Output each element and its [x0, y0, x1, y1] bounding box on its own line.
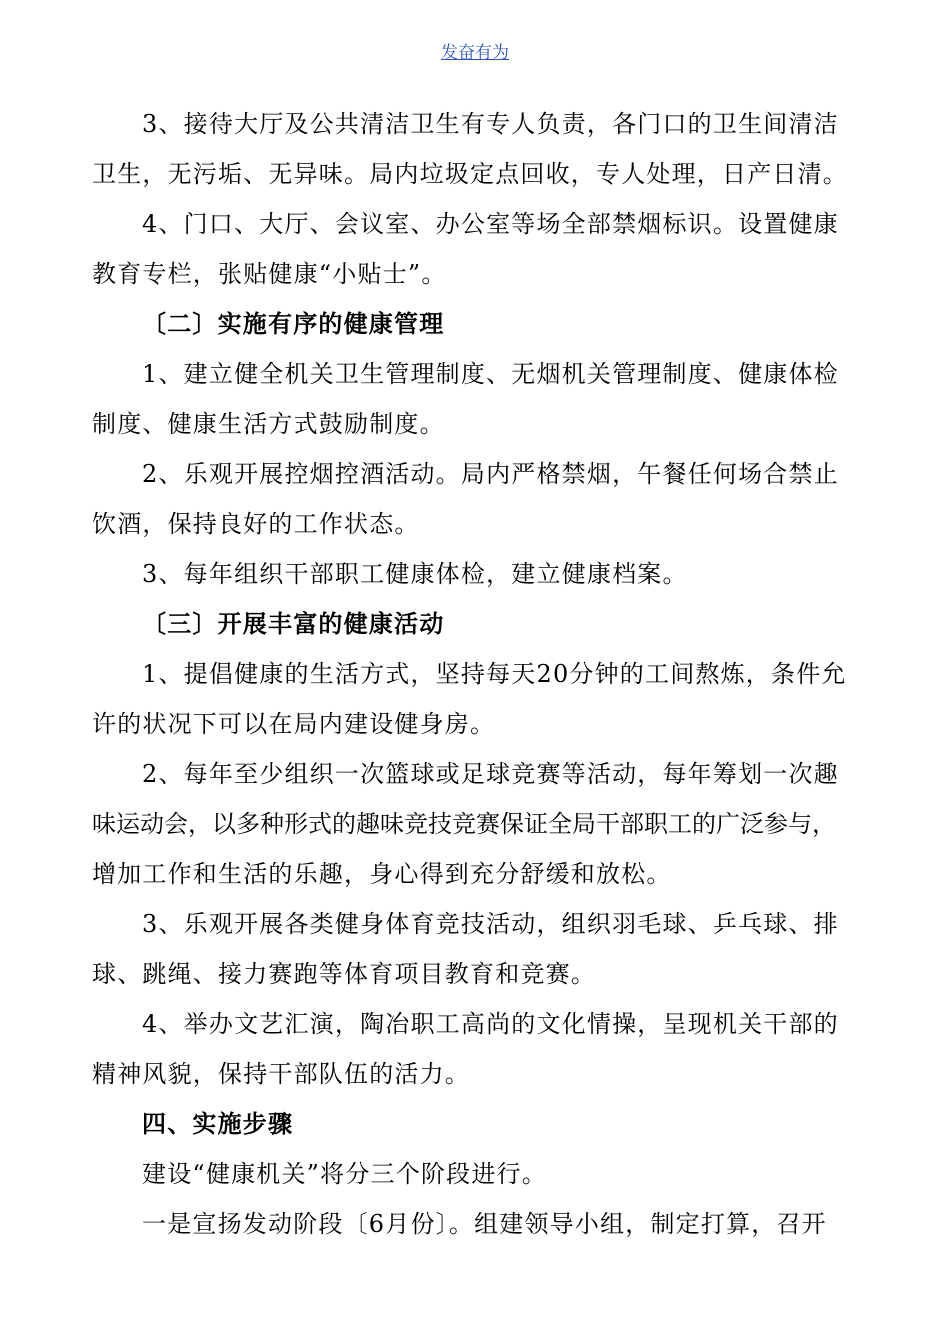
paragraph-line: 3、接待大厅及公共清洁卫生有专人负责，各门口的卫生间清洁	[142, 110, 839, 138]
paragraph-line: 饮酒，保持良好的工作状态。	[92, 510, 420, 538]
paragraph-line: 2、乐观开展控烟控酒活动。局内严格禁烟，午餐任何场合禁止	[142, 460, 839, 488]
paragraph-line: 建设“健康机关”将分三个阶段进行。	[142, 1160, 547, 1188]
paragraph-line: 味运动会，以多种形式的趣味竞技竞赛保证全局干部职工的广泛参与，	[92, 810, 836, 838]
page-header: 发奋有为	[441, 43, 509, 63]
paragraph-line: 卫生，无污垢、无异味。局内垃圾定点回收，专人处理，日产日清。	[92, 160, 848, 188]
paragraph-line: 4、门口、大厅、会议室、办公室等场全部禁烟标识。设置健康	[142, 210, 839, 238]
paragraph-line: 一是宣扬发动阶段〔6月份〕。组建领导小组，制定打算，召开	[142, 1210, 827, 1238]
section-heading: 四、实施步骤	[142, 1109, 294, 1138]
section-heading: 〔三〕开展丰富的健康活动	[142, 609, 445, 638]
paragraph-line: 1、提倡健康的生活方式，坚持每天20分钟的工间熬炼，条件允	[142, 660, 847, 688]
section-heading: 〔二〕实施有序的健康管理	[142, 309, 445, 338]
paragraph-line: 球、跳绳、接力赛跑等体育项目教育和竞赛。	[92, 960, 596, 988]
paragraph-line: 3、乐观开展各类健身体育竞技活动，组织羽毛球、乒乓球、排	[142, 910, 839, 938]
paragraph-line: 制度、健康生活方式鼓励制度。	[92, 410, 445, 438]
paragraph-line: 4、举办文艺汇演，陶冶职工高尚的文化情操，呈现机关干部的	[142, 1010, 839, 1038]
paragraph-line: 3、每年组织干部职工健康体检，建立健康档案。	[142, 560, 688, 588]
paragraph-line: 精神风貌，保持干部队伍的活力。	[92, 1060, 470, 1088]
paragraph-line: 教育专栏，张贴健康“小贴士”。	[92, 260, 447, 288]
paragraph-line: 1、建立健全机关卫生管理制度、无烟机关管理制度、健康体检	[142, 360, 839, 388]
paragraph-line: 增加工作和生活的乐趣，身心得到充分舒缓和放松。	[92, 860, 672, 888]
paragraph-line: 许的状况下可以在局内建设健身房。	[92, 710, 496, 738]
paragraph-line: 2、每年至少组织一次篮球或足球竞赛等活动，每年筹划一次趣	[142, 760, 839, 788]
